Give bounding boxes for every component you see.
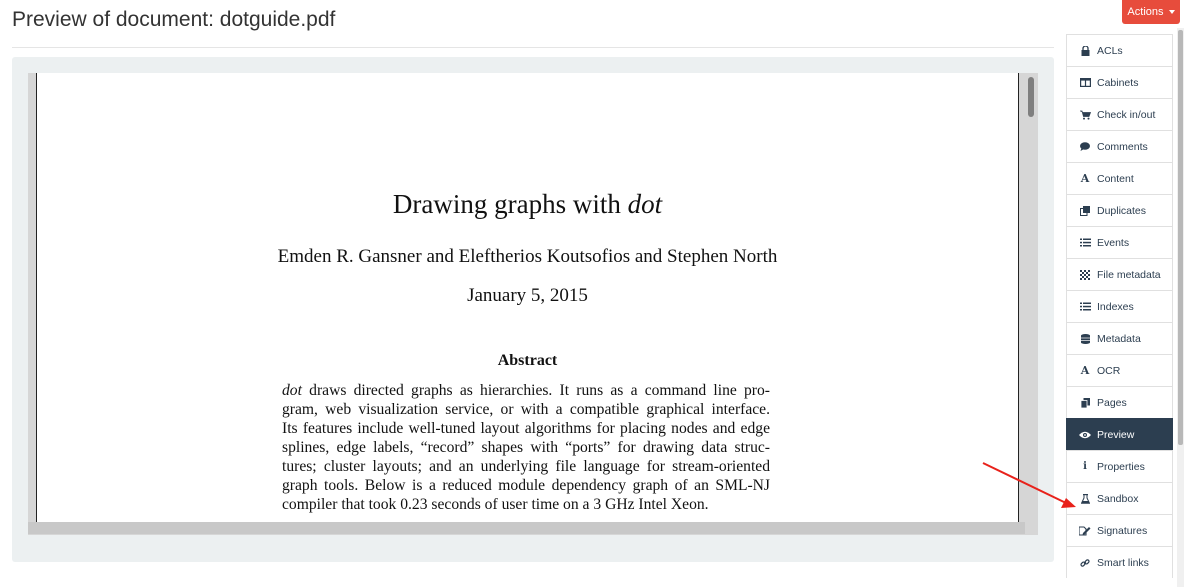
sidebar-item-label: Cabinets xyxy=(1097,76,1139,89)
abstract-line: graph tools. Below is a reduced module dependency graph of an SML-NJ xyxy=(282,477,770,494)
abstract-line: compiler that took 0.23 seconds of user time on a 3 GHz Intel Xeon. xyxy=(282,496,709,513)
page-title: Preview of document: dotguide.pdf xyxy=(12,8,336,31)
document-authors: Emden R. Gansner and Eleftherios Koutsofios and Stephen North xyxy=(277,246,778,267)
actions-label: Actions xyxy=(1127,6,1164,18)
info-icon: i xyxy=(1083,461,1087,472)
abstract-line: splines, edge labels, “record” shapes with “ports” for drawing data struc- xyxy=(282,439,770,456)
sidebar-item-label: Content xyxy=(1097,172,1134,185)
abstract-line: tures; cluster layouts; and an underlying file language for stream-oriented xyxy=(282,458,770,475)
sidebar-item-label: Smart links xyxy=(1097,556,1149,569)
sidebar-item-label: File metadata xyxy=(1097,268,1161,281)
abstract-line: dot draws directed graphs as hierarchies. It runs as a command line pro- xyxy=(282,382,770,399)
sidebar-item-label: ACLs xyxy=(1097,44,1123,57)
abstract-heading: Abstract xyxy=(497,352,558,369)
abstract-line: Its features include well-tuned layout algorithms for placing nodes and edge xyxy=(282,420,770,437)
sidebar-item-label: Pages xyxy=(1097,396,1127,409)
sidebar-item-label: Events xyxy=(1097,236,1130,249)
font-icon: A xyxy=(1080,172,1090,185)
sidebar-item-label: Comments xyxy=(1097,140,1148,153)
sidebar-item-label: Duplicates xyxy=(1097,204,1147,217)
sidebar-item-label: Metadata xyxy=(1097,332,1141,345)
sidebar-item-label: Check in/out xyxy=(1097,108,1156,121)
sidebar-item-label: Preview xyxy=(1097,428,1135,441)
font-icon: A xyxy=(1080,364,1090,377)
abstract-line: gram, web visualization service, or with a compatible graphical interface. xyxy=(282,401,770,418)
sidebar-item-label: Properties xyxy=(1097,460,1145,473)
sidebar-item-label: Sandbox xyxy=(1097,492,1139,505)
sidebar-item-label: OCR xyxy=(1097,364,1121,377)
document-title: Drawing graphs with dot xyxy=(392,189,663,219)
sidebar-item-label: Indexes xyxy=(1097,300,1134,313)
sidebar-item-label: Signatures xyxy=(1097,524,1148,537)
document-date: January 5, 2015 xyxy=(467,285,588,306)
